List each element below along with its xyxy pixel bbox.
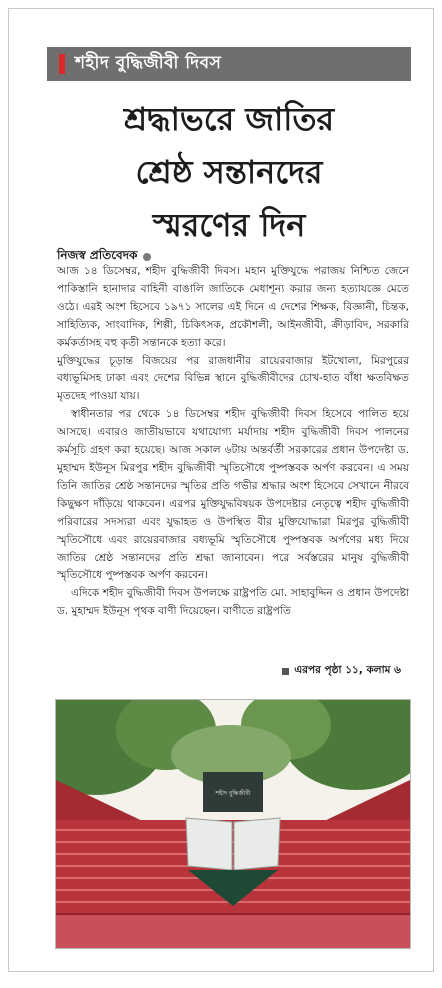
byline-text: নিজস্ব প্রতিবেদক bbox=[57, 248, 138, 262]
memorial-illustration bbox=[56, 700, 410, 948]
article-paragraph: এদিকে শহীদ বুদ্ধিজীবী দিবস উপলক্ষে রাষ্ট্রপতি মো. সাহাবুদ্দিন ও প্রধান উপদেষ্টা ড. মুহাম্মদ ইউনূস পৃথক বাণী দিয়েছেন। বাণীতে রাষ্ট্রপতি bbox=[57, 587, 409, 618]
article-paragraph: স্বাধীনতার পর থেকে ১৪ ডিসেম্বর শহীদ বুদ্ধিজীবী দিবস হিসেবে পালিত হয়ে আসছে। এবারও জাতীয়ভাবে যথাযোগ্য মর্যাদায় শহীদ বুদ্ধিজীবী দিবস পালনের কর্মসূচি গ্রহণ করা হয়েছে। আজ সকাল ৬টায় অন্তর্বর্তী সরকারের প্রধান উপদেষ্টা ড. মুহাম্মদ ইউনূস মিরপুর শহীদ বুদ্ধিজীবী স্মৃতিসৌধে পুষ্পস্তবক অর্পণ করবেন। এ সময় তিনি জাতির শ্রেষ্ঠ সন্তানদের স্মৃতির প্রতি গভীর শ্রদ্ধার অংশ হিসেবে সেখানে নীরবে কিছুক্ষণ দাঁড়িয়ে থাকবেন। এরপর মুক্তিযুদ্ধবিষয়ক উপদেষ্টার নেতৃত্বে শহীদ বুদ্ধিজীবী পরিবারের সদস্যরা এবং যুদ্ধাহত ও উপস্থিত বীর মুক্তিযোদ্ধারা মিরপুর বুদ্ধিজীবী স্মৃতিসৌধে এবং রায়েরবাজার বধ্যভূমি স্মৃতিসৌধে পুষ্পস্তবক অর্পণের মধ্য দিয়ে জাতির শ্রেষ্ঠ সন্তানদের প্রতি শ্রদ্ধা জানাবেন। পরে সর্বস্তরের মানুষ বুদ্ধিজীবী স্মৃতিসৌধে পুষ্পস্তবক অর্পণ করবেন। bbox=[57, 408, 409, 582]
section-marker-icon bbox=[59, 54, 65, 74]
headline-line-3: স্মরণের দিন bbox=[152, 206, 306, 244]
book-right-page bbox=[234, 818, 280, 870]
memorial-photo bbox=[55, 699, 411, 949]
book-left-page bbox=[186, 818, 232, 870]
headline-line-2: শ্রেষ্ঠ সন্তানদের bbox=[135, 153, 323, 191]
continued-square-icon bbox=[282, 668, 289, 675]
byline-dot-icon bbox=[143, 253, 151, 261]
plaque-text: শহীদ বুদ্ধিজীবী bbox=[215, 790, 251, 797]
newspaper-page bbox=[8, 8, 434, 972]
floor bbox=[56, 914, 410, 948]
headline-line-1: শ্রদ্ধাভরে জাতির bbox=[123, 100, 335, 138]
continued-text: এরপর পৃষ্ঠা ১১, কলাম ৬ bbox=[294, 664, 401, 676]
continued-note bbox=[282, 663, 401, 680]
headline bbox=[49, 93, 409, 252]
article-paragraph: মুক্তিযুদ্ধের চূড়ান্ত বিজয়ের পর রাজধানীর রায়েরবাজার ইটখোলা, মিরপুরের বধ্যভূমিসহ ঢাকা এবং দেশের বিভিন্ন স্থানে বুদ্ধিজীবীদের চোখ-হাত বাঁধা ক্ষতবিক্ষত মৃতদেহ পাওয়া যায়। bbox=[57, 354, 409, 403]
article-body bbox=[57, 263, 409, 621]
article-paragraph: আজ ১৪ ডিসেম্বর, শহীদ বুদ্ধিজীবী দিবস। মহান মুক্তিযুদ্ধে পরাজয় নিশ্চিত জেনে পাকিস্তানি হানাদার বাহিনী বাঙালি জাতিকে মেধাশূন্য করার জন্য হত্যাযজ্ঞে মেতে ওঠে। এরই অংশ হিসেবে ১৯৭১ সালের এই দিনে এ দেশের শিক্ষক, বিজ্ঞানী, চিন্তক, সাহিত্যিক, সাংবাদিক, শিল্পী, চিকিৎসক, প্রকৌশলী, আইনজীবী, ক্রীড়াবিদ, সরকারি কর্মকর্তাসহ বহু কৃতী সন্তানকে হত্যা করে। bbox=[57, 265, 409, 349]
section-label: শহীদ বুদ্ধিজীবী দিবস bbox=[75, 53, 222, 73]
section-banner bbox=[47, 47, 411, 81]
